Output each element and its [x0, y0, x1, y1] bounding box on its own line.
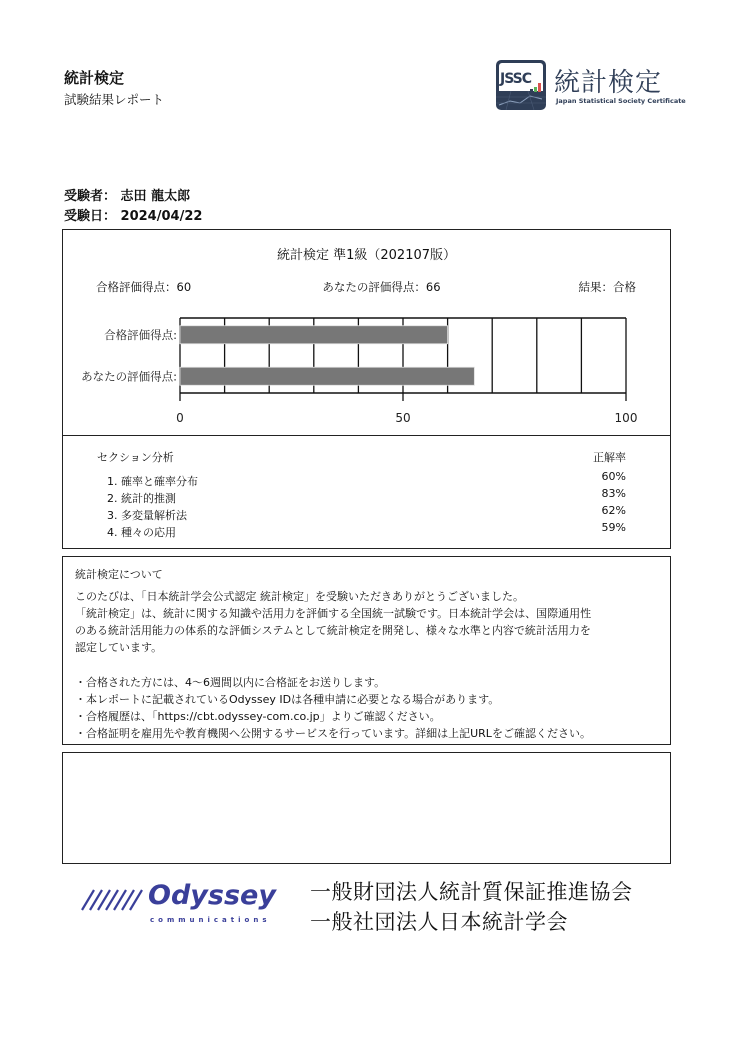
jssc-logo-name: 統計検定 — [554, 68, 663, 98]
about-bullet: ・合格履歴は、「https://cbt.odyssey-com.co.jp」よりご確認ください。 — [75, 710, 441, 723]
section-rate: 62% — [601, 504, 626, 517]
bar-category-label: 合格評価得点: — [104, 327, 177, 342]
about-bullet: ・本レポートに記載されているOdyssey IDは各種申請に必要となる場合があります。 — [75, 693, 500, 706]
candidate-name-label: 受験者： — [64, 189, 117, 204]
x-tick-label: 100 — [614, 411, 638, 425]
about-panel — [62, 556, 671, 745]
jssc-logo-icon — [496, 60, 546, 110]
about-bullet: ・合格された方には、4～6週間以内に合格証をお送りします。 — [75, 676, 386, 689]
x-tick-label: 50 — [395, 411, 411, 425]
chart-line-icon — [496, 91, 546, 110]
section-label: 4. 種々の応用 — [107, 526, 176, 539]
about-paragraph-line: このたびは、「日本統計学会公式認定 統計検定」を受験いただきありがとうございました。 — [75, 590, 524, 603]
org-name-2: 一般社団法人日本統計学会 — [310, 910, 568, 934]
jssc-logo-english: Japan Statistical Society Certificate — [556, 97, 686, 105]
report-title: 統計検定 — [64, 69, 125, 87]
jssc-logo-text: JSSC — [500, 71, 532, 87]
odyssey-stripes-icon — [80, 886, 150, 914]
jssc-logo — [496, 60, 686, 112]
section-rate: 83% — [601, 487, 626, 500]
section-label: 3. 多変量解析法 — [107, 509, 187, 522]
exam-date-row — [64, 205, 202, 224]
odyssey-subname: communications — [150, 916, 271, 924]
result-status: 結果：合格 — [578, 280, 636, 294]
section-label: 2. 統計的推測 — [107, 492, 176, 505]
bar-passing-score — [180, 326, 448, 344]
section-label: 1. 確率と確率分布 — [107, 475, 198, 488]
about-bullet: ・合格証明を雇用先や教育機関へ公開するサービスを行っています。詳細は上記URLをご確認ください。 — [75, 727, 591, 740]
about-paragraph-line: 認定しています。 — [75, 641, 163, 654]
exam-date-label: 受験日： — [64, 209, 117, 224]
x-tick-label: 0 — [176, 411, 184, 425]
org-name-1: 一般財団法人統計質保証推進協会 — [310, 880, 633, 904]
section-rate: 59% — [601, 521, 626, 534]
report-subtitle: 試験結果レポート — [64, 92, 165, 107]
candidate-name-row — [64, 185, 190, 204]
passing-score: 合格評価得点：60 — [96, 280, 192, 294]
section-rate: 60% — [601, 470, 626, 483]
accuracy-heading: 正解率 — [593, 451, 626, 464]
your-score: あなたの評価得点：66 — [322, 280, 441, 294]
candidate-name: 志田 龍太郎 — [120, 189, 191, 204]
about-paragraph-line: のある統計活用能力の体系的な評価システムとして統計検定を開発し、様々な水準と内容で統計活用力を — [75, 624, 591, 637]
about-paragraph-line: 「統計検定」は、統計に関する知識や活用力を評価する全国統一試験です。日本統計学会は、国際通用性 — [75, 607, 592, 620]
result-panel — [62, 229, 671, 436]
odyssey-logo — [80, 880, 290, 928]
score-bar-chart — [63, 230, 670, 435]
exam-title: 統計検定 準1級（202107版） — [276, 248, 457, 263]
about-heading: 統計検定について — [75, 568, 163, 581]
blank-panel — [62, 752, 671, 864]
exam-date: 2024/04/22 — [120, 209, 203, 224]
section-analysis-panel — [62, 435, 671, 549]
odyssey-name: Odyssey — [148, 880, 276, 911]
bar-category-label: あなたの評価得点: — [81, 369, 177, 384]
bar-your-score — [180, 367, 474, 385]
section-analysis-heading: セクション分析 — [97, 451, 174, 464]
